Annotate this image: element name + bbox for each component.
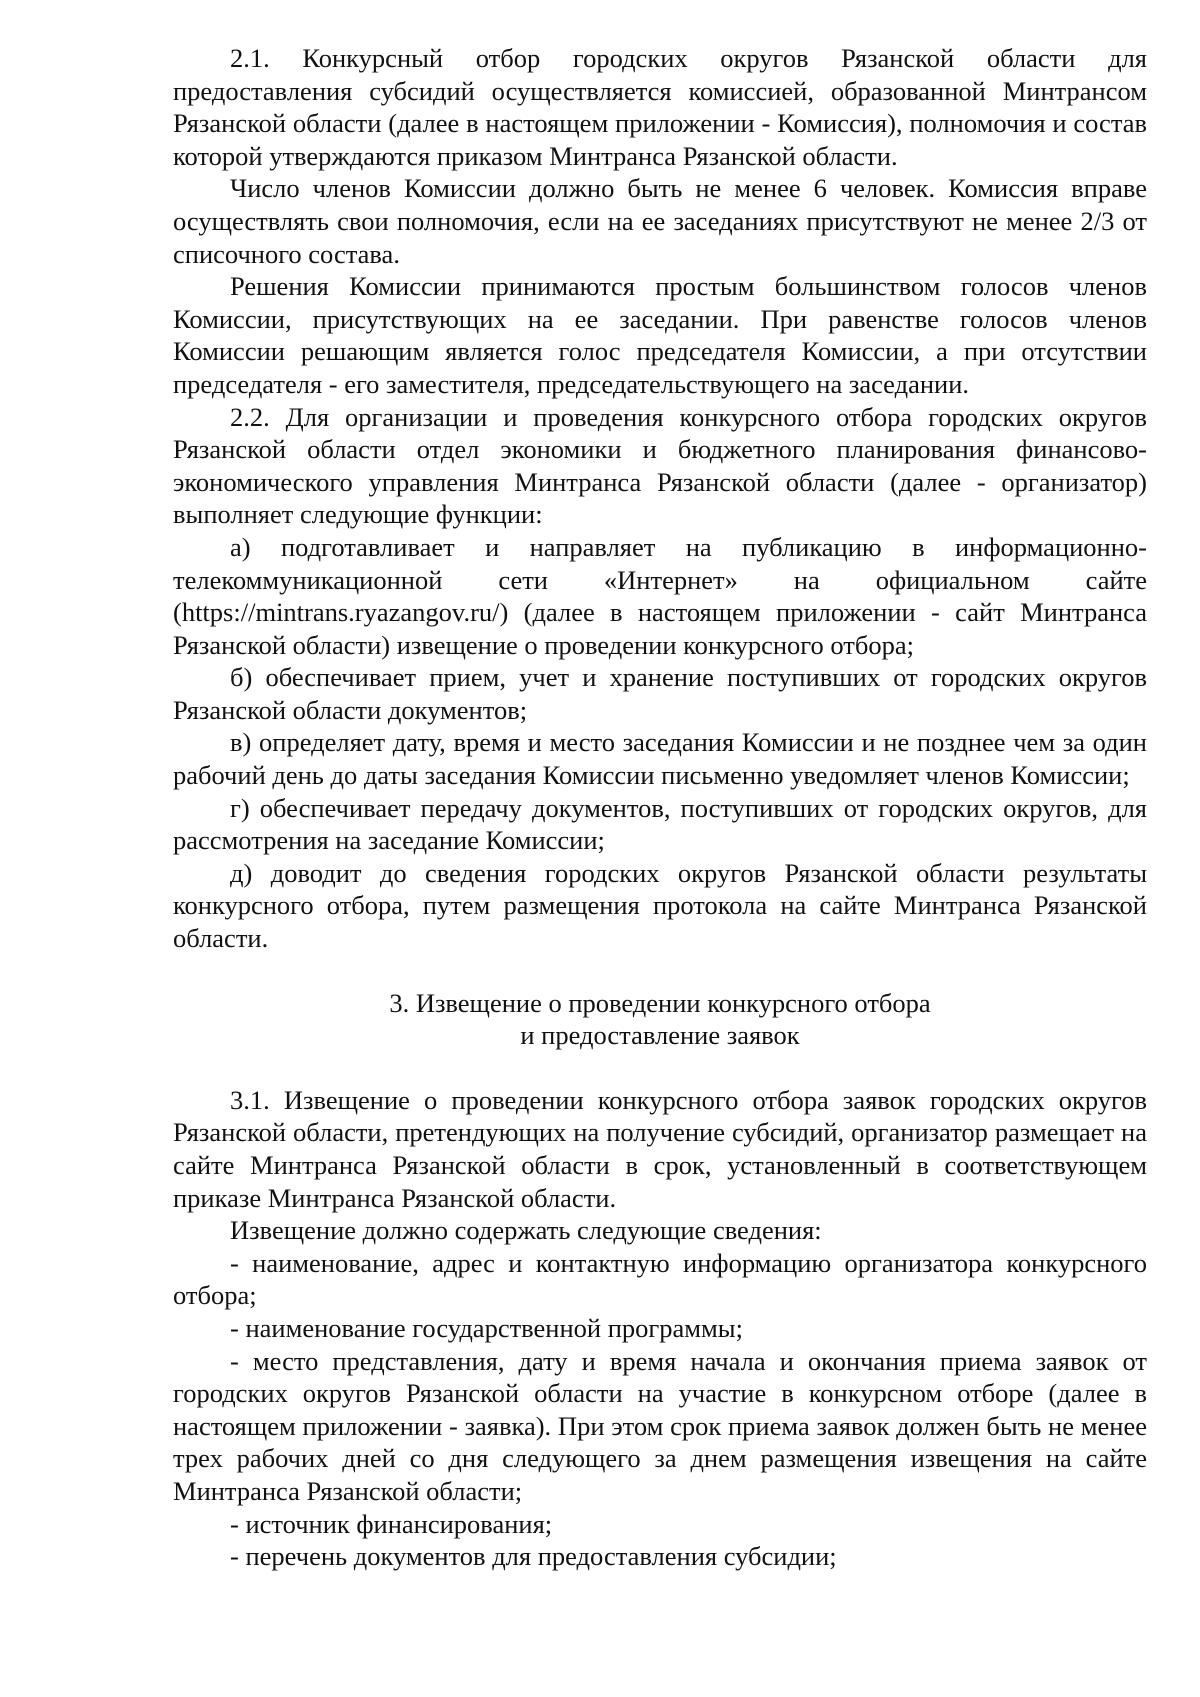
list-item-documents-list: - перечень документов для предоставления субсидии; [230,1541,837,1572]
list-item-v: в) определяет дату, время и место заседания Комиссии и не позднее чем за один рабочий день до даты заседания Комиссии письменно уведомляет членов Комиссии; [173,727,1147,791]
section-3-heading-line-1: 3. Извещение о проведении конкурсного отбора [389,987,931,1018]
paragraph-commission-members: Число членов Комиссии должно быть не менее 6 человек. Комиссия вправе осуществлять свои полномочия, если на ее заседаниях присутствуют не менее 2/3 от списочного состава. [173,173,1147,269]
paragraph-notice-contents: Извещение должно содержать следующие сведения: [230,1215,822,1246]
section-3-heading [173,987,1147,1052]
paragraph-commission-decisions: Решения Комиссии принимаются простым большинством голосов членов Комиссии, присутствующих на ее заседании. При равенстве голосов членов Комиссии решающим является голос председателя Комиссии, а при отсутствии председателя - его заместителя, председательствующего на заседании. [173,271,1147,399]
paragraph-2-1: 2.1. Конкурсный отбор городских округов Рязанской области для предоставления субсидий осуществляется комиссией, образованной Минтрансом Рязанской области (далее в настоящем приложении - Комиссия), полномочия и состав которой утверждаются приказом Минтранса Рязанской области. [173,43,1147,171]
list-item-funding-source: - источник финансирования; [230,1508,553,1539]
section-2-content [173,42,1147,955]
paragraph-3-1: 3.1. Извещение о проведении конкурсного отбора заявок городских округов Рязанской области, претендующих на получение субсидий, организатор размещает на сайте Минтранса Рязанской области в срок, установленный в соответствующем приказе Минтранса Рязанской области. [173,1084,1147,1213]
list-item-program-name: - наименование государственной программы; [230,1312,743,1343]
list-item-d: д) доводит до сведения городских округов Рязанской области результаты конкурсного отбора, путем размещения протокола на сайте Минтранса Рязанской области. [173,857,1147,954]
list-item-b: б) обеспечивает прием, учет и хранение поступивших от городских округов Рязанской области документов; [173,662,1147,725]
list-item-organizer-info: - наименование, адрес и контактную информацию организатора конкурсного отбора; [173,1247,1147,1311]
document-page [173,42,1147,1573]
list-item-application-period: - место представления, дату и время начала и окончания приема заявок от городских округов Рязанской области на участие в конкурсном отборе (далее в настоящем приложении - заявка). При этом срок приема заявок должен быть не менее трех рабочих дней со дня следующего за днем размещения извещения на сайте Минтранса Рязанской области; [173,1345,1147,1506]
section-3-heading-line-2: и предоставление заявок [520,1020,800,1051]
list-item-g: г) обеспечивает передачу документов, поступивших от городских округов, для рассмотрения на заседание Комиссии; [173,792,1147,856]
paragraph-2-2: 2.2. Для организации и проведения конкурсного отбора городских округов Рязанской области отдел экономики и бюджетного планирования финансово-экономического управления Минтранса Рязанской области (далее - организатор) выполняет следующие функции: [173,401,1147,530]
list-item-a: а) подготавливает и направляет на публикацию в информационно-телекоммуникационной сети «Интернет» на официальном сайте (https://mintrans.ryazangov.ru/) (далее в настоящем приложении - сайт Минтранса Рязанской области) извещение о проведении конкурсного отбора; [173,531,1147,660]
section-3-content [173,1084,1147,1573]
